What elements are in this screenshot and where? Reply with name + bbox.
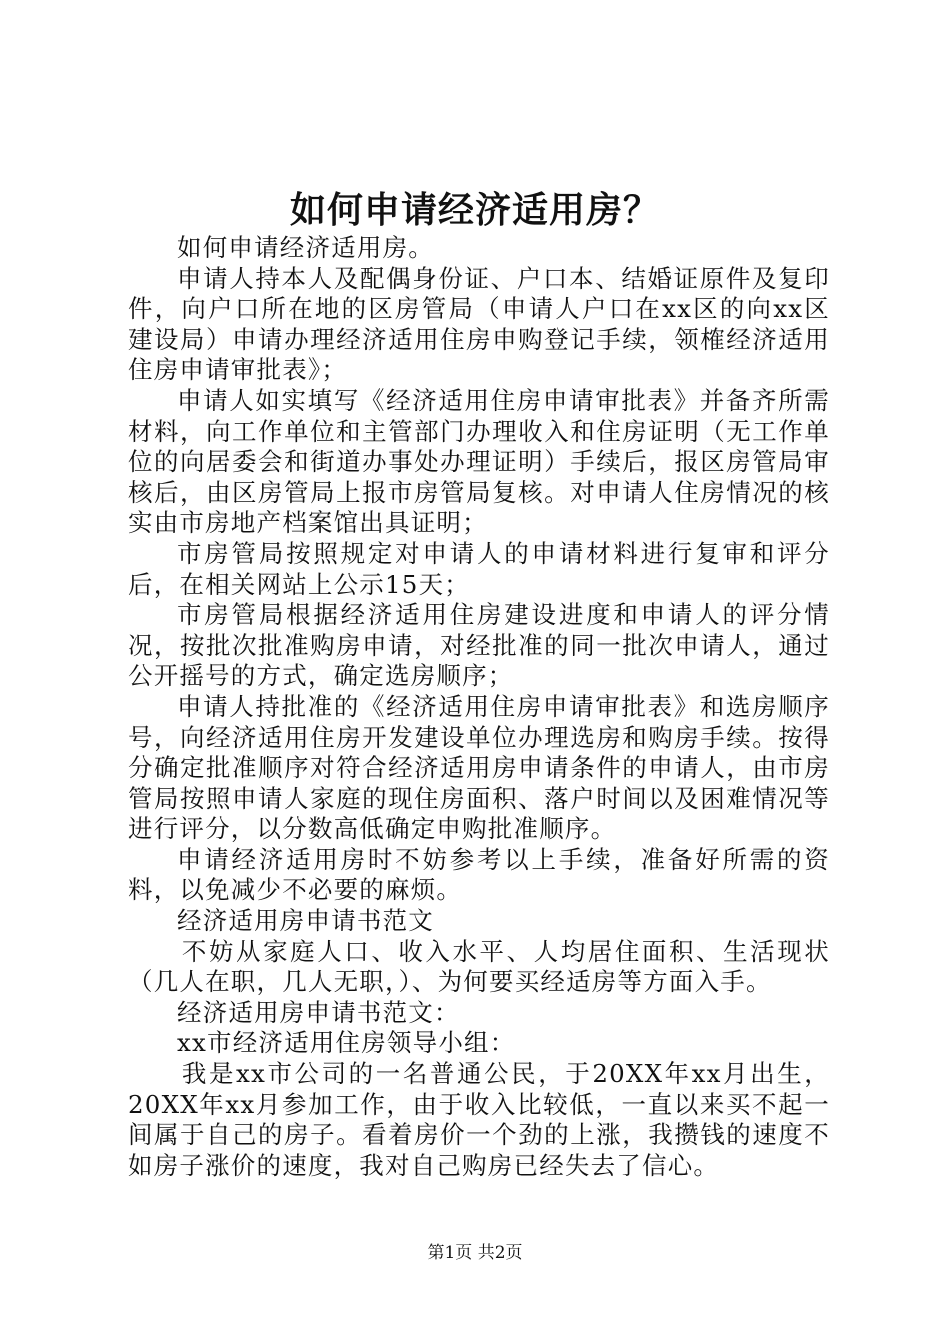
page-title: 如何申请经济适用房？ bbox=[289, 189, 660, 231]
paragraph: 经济适用房申请书范文： bbox=[177, 997, 460, 1027]
page-footer: 第1页 共2页 bbox=[427, 1243, 523, 1263]
document-body bbox=[128, 233, 830, 1181]
paragraph: 如何申请经济适用房。 bbox=[177, 233, 434, 262]
paragraph: 市房管局按照规定对申请人的申请材料进行复审和评分后，在相关网站上公示15天； bbox=[128, 538, 830, 599]
salutation: xx市经济适用住房领导小组： bbox=[177, 1028, 516, 1058]
paragraph: 不妨从家庭人口、收入水平、人均居住面积、生活现状（几人在职，几人无职，）、为何要买经适房等方面入手。 bbox=[128, 936, 830, 997]
paragraph: 经济适用房申请书范文 bbox=[177, 906, 434, 936]
paragraph: 申请人持批准的《经济适用住房申请审批表》和选房顺序号，向经济适用住房开发建设单位办理选房和购房手续。按得分确定批准顺序对符合经济适用房申请条件的申请人，由市房管局按照申请人家庭的现住房面积、落户时间以及困难情况等进行评分，以分数高低确定申购批准顺序。 bbox=[128, 691, 830, 844]
paragraph: 我是xx市公司的一名普通公民，于20XX年xx月出生，20XX年xx月参加工作，由于收入比较低，一直以来买不起一间属于自己的房子。看着房价一个劲的上涨，我攒钱的速度不如房子涨价的速度，我对自己购房已经失去了信心。 bbox=[128, 1059, 830, 1180]
paragraph: 市房管局根据经济适用住房建设进度和申请人的评分情况，按批次批准购房申请，对经批准的同一批次申请人，通过公开摇号的方式，确定选房顺序； bbox=[128, 600, 830, 691]
paragraph: 申请人如实填写《经济适用住房申请审批表》并备齐所需材料，向工作单位和主管部门办理收入和住房证明（无工作单位的向居委会和街道办事处办理证明）手续后，报区房管局审核后，由区房管局上报市房管局复核。对申请人住房情况的核实由市房地产档案馆出具证明； bbox=[128, 385, 830, 538]
paragraph: 申请人持本人及配偶身份证、户口本、结婚证原件及复印件，向户口所在地的区房管局（申请人户口在xx区的向xx区建设局）申请办理经济适用住房申购登记手续，领榷经济适用住房申请审批表》； bbox=[128, 263, 830, 385]
paragraph: 申请经济适用房时不妨参考以上手续，准备好所需的资料，以免减少不必要的麻烦。 bbox=[128, 844, 830, 905]
